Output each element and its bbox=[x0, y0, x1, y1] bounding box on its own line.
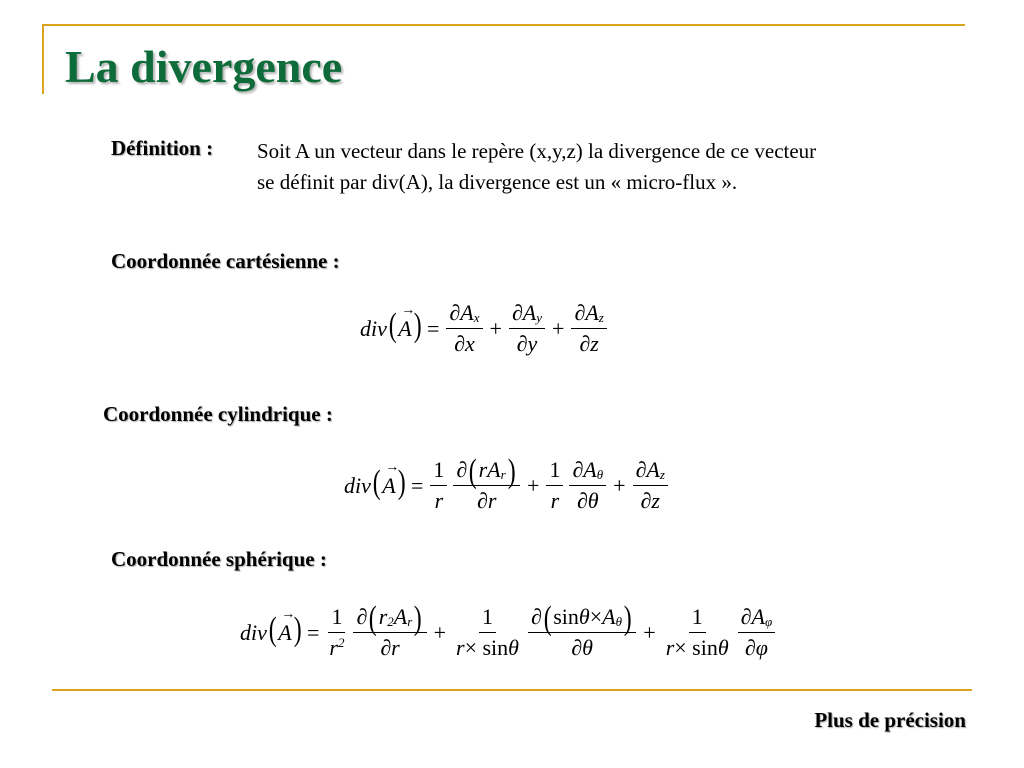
fraction-denominator bbox=[568, 633, 596, 661]
divergence-lhs bbox=[240, 611, 303, 648]
math-parenthesis: ) bbox=[293, 611, 302, 648]
math-parenthesis: ( bbox=[372, 464, 381, 501]
fraction-numerator bbox=[328, 604, 345, 633]
math-upright-text: × sin bbox=[464, 635, 509, 660]
math-parenthesis: ( bbox=[268, 611, 277, 648]
math-symbol: ∂z bbox=[579, 331, 599, 356]
math-symbol: A bbox=[393, 604, 408, 629]
math-symbol: A bbox=[602, 604, 616, 629]
math-symbol: rA bbox=[478, 457, 501, 482]
title-rule-top bbox=[42, 24, 965, 26]
math-upright-text: × sin bbox=[674, 635, 718, 660]
math-upright-text: 1 bbox=[331, 604, 343, 629]
math-upright-text: 1 bbox=[549, 457, 561, 482]
math-parenthesis: ) bbox=[397, 464, 406, 501]
divergence-lhs bbox=[344, 464, 407, 501]
fraction-denominator bbox=[432, 486, 447, 514]
math-operator: + bbox=[489, 315, 502, 341]
footer-rule bbox=[52, 689, 972, 691]
heading-cartesian: Coordonnée cartésienne : bbox=[111, 249, 340, 273]
fraction bbox=[353, 600, 426, 661]
vector-a: → A bbox=[398, 316, 411, 342]
math-symbol: ∂θ bbox=[576, 488, 599, 513]
fraction bbox=[571, 300, 606, 357]
fraction-denominator bbox=[451, 329, 478, 357]
fraction bbox=[453, 453, 520, 514]
math-subscript: r bbox=[500, 467, 506, 482]
definition-line-2: se définit par div(A), la divergence est un « micro-flux ». bbox=[257, 170, 738, 194]
fraction-numerator bbox=[446, 300, 482, 329]
math-symbol: θ bbox=[717, 635, 729, 660]
math-symbol: r bbox=[550, 488, 560, 513]
fraction-denominator bbox=[742, 633, 771, 661]
math-subscript: z bbox=[659, 467, 665, 482]
math-symbol: ∂A bbox=[740, 604, 765, 629]
title-rule-left bbox=[42, 24, 44, 94]
math-subscript: z bbox=[598, 310, 604, 325]
math-operator: + bbox=[643, 619, 656, 645]
fraction-denominator bbox=[574, 486, 602, 514]
fraction bbox=[509, 300, 545, 357]
math-upright-text: 1 bbox=[691, 604, 703, 629]
math-subscript: θ bbox=[615, 614, 622, 629]
math-symbol: ∂A bbox=[635, 457, 660, 482]
math-symbol: ∂y bbox=[516, 331, 538, 356]
math-parenthesis: ) bbox=[623, 600, 632, 637]
math-operator: + bbox=[527, 472, 540, 498]
math-symbol: ∂ bbox=[356, 604, 368, 629]
formula-cartesian bbox=[360, 300, 610, 357]
math-symbol: r bbox=[434, 488, 444, 513]
fraction-denominator bbox=[638, 486, 663, 514]
div-operator: div bbox=[344, 473, 371, 498]
math-symbol: θ bbox=[578, 604, 590, 629]
fraction bbox=[663, 604, 732, 661]
math-symbol: ∂φ bbox=[744, 635, 768, 660]
fraction-numerator bbox=[453, 453, 520, 490]
fraction-numerator bbox=[509, 300, 545, 329]
math-subscript: x bbox=[473, 310, 480, 325]
fraction-denominator bbox=[548, 486, 563, 514]
math-symbol: ∂r bbox=[380, 635, 400, 660]
math-subscript: φ bbox=[764, 614, 773, 629]
heading-cylindrical: Coordonnée cylindrique : bbox=[103, 402, 333, 426]
math-symbol: r bbox=[456, 635, 465, 660]
fraction bbox=[326, 604, 347, 661]
math-operator: + bbox=[433, 619, 447, 645]
math-upright-text: × bbox=[589, 604, 603, 629]
math-subscript: y bbox=[536, 310, 543, 325]
more-precision-link[interactable]: Plus de précision bbox=[814, 708, 966, 732]
math-symbol: θ bbox=[508, 635, 519, 660]
math-symbol: r bbox=[665, 635, 675, 660]
fraction-numerator bbox=[633, 457, 668, 486]
formula-spherical bbox=[240, 600, 778, 661]
math-operator: + bbox=[552, 315, 565, 341]
fraction bbox=[633, 457, 668, 514]
fraction-numerator bbox=[353, 600, 426, 637]
math-upright-text: 1 bbox=[433, 457, 445, 482]
math-operator: = bbox=[307, 619, 320, 645]
div-operator: div bbox=[360, 316, 387, 341]
math-symbol: ∂r bbox=[477, 488, 497, 513]
fraction-denominator bbox=[514, 329, 541, 357]
math-symbol: ∂θ bbox=[571, 635, 593, 660]
fraction-numerator bbox=[569, 457, 606, 486]
fraction-numerator bbox=[738, 604, 776, 633]
slide-title: La divergence bbox=[65, 41, 343, 92]
fraction-denominator bbox=[663, 633, 732, 661]
math-symbol: ∂ bbox=[530, 604, 542, 629]
math-symbol: ∂A bbox=[574, 300, 599, 325]
fraction bbox=[738, 604, 776, 661]
definition-label: Définition : bbox=[111, 136, 214, 160]
math-symbol: r bbox=[378, 604, 388, 629]
math-symbol: ∂ bbox=[456, 457, 468, 482]
divergence-lhs bbox=[360, 307, 423, 344]
math-parenthesis: ) bbox=[413, 600, 422, 637]
math-parenthesis: ( bbox=[468, 453, 477, 490]
definition-line-1: Soit A un vecteur dans le repère (x,y,z) la divergence de ce vecteur bbox=[257, 139, 817, 163]
fraction bbox=[430, 457, 447, 514]
fraction-numerator bbox=[479, 604, 496, 633]
math-parenthesis: ( bbox=[388, 307, 397, 344]
math-operator: = bbox=[427, 315, 440, 341]
math-symbol: ∂A bbox=[449, 300, 474, 325]
fraction bbox=[546, 457, 563, 514]
math-subscript: r bbox=[407, 614, 413, 629]
math-symbol: r bbox=[329, 635, 338, 660]
vector-a: → A bbox=[278, 620, 291, 646]
math-operator: + bbox=[613, 472, 626, 498]
math-upright-text: sin bbox=[553, 604, 579, 629]
math-parenthesis: ( bbox=[543, 600, 552, 637]
formula-cylindrical bbox=[344, 453, 671, 514]
fraction-numerator bbox=[689, 604, 706, 633]
math-parenthesis: ) bbox=[507, 453, 516, 490]
fraction-denominator bbox=[326, 633, 347, 661]
math-upright-text: 1 bbox=[482, 604, 493, 629]
heading-spherical: Coordonnée sphérique : bbox=[111, 547, 327, 571]
fraction-numerator bbox=[546, 457, 563, 486]
fraction-numerator bbox=[571, 300, 606, 329]
fraction-numerator bbox=[528, 600, 636, 637]
definition-text bbox=[257, 136, 957, 198]
fraction bbox=[569, 457, 606, 514]
fraction-denominator bbox=[474, 486, 499, 514]
fraction bbox=[453, 604, 522, 661]
vector-a: → A bbox=[382, 473, 395, 499]
math-superscript: 2 bbox=[337, 635, 345, 650]
math-symbol: ∂x bbox=[454, 331, 475, 356]
fraction bbox=[446, 300, 482, 357]
math-symbol: ∂A bbox=[572, 457, 597, 482]
math-parenthesis: ( bbox=[369, 600, 377, 637]
math-symbol: ∂A bbox=[511, 300, 537, 325]
math-symbol: ∂z bbox=[640, 488, 660, 513]
fraction-numerator bbox=[430, 457, 447, 486]
fraction-denominator bbox=[377, 633, 402, 661]
fraction-denominator bbox=[453, 633, 522, 661]
math-parenthesis: ) bbox=[413, 307, 422, 344]
math-subscript: θ bbox=[596, 467, 604, 482]
div-operator: div bbox=[240, 620, 267, 645]
math-superscript: 2 bbox=[387, 614, 394, 629]
math-operator: = bbox=[411, 472, 424, 498]
fraction bbox=[528, 600, 636, 661]
fraction-denominator bbox=[576, 329, 601, 357]
